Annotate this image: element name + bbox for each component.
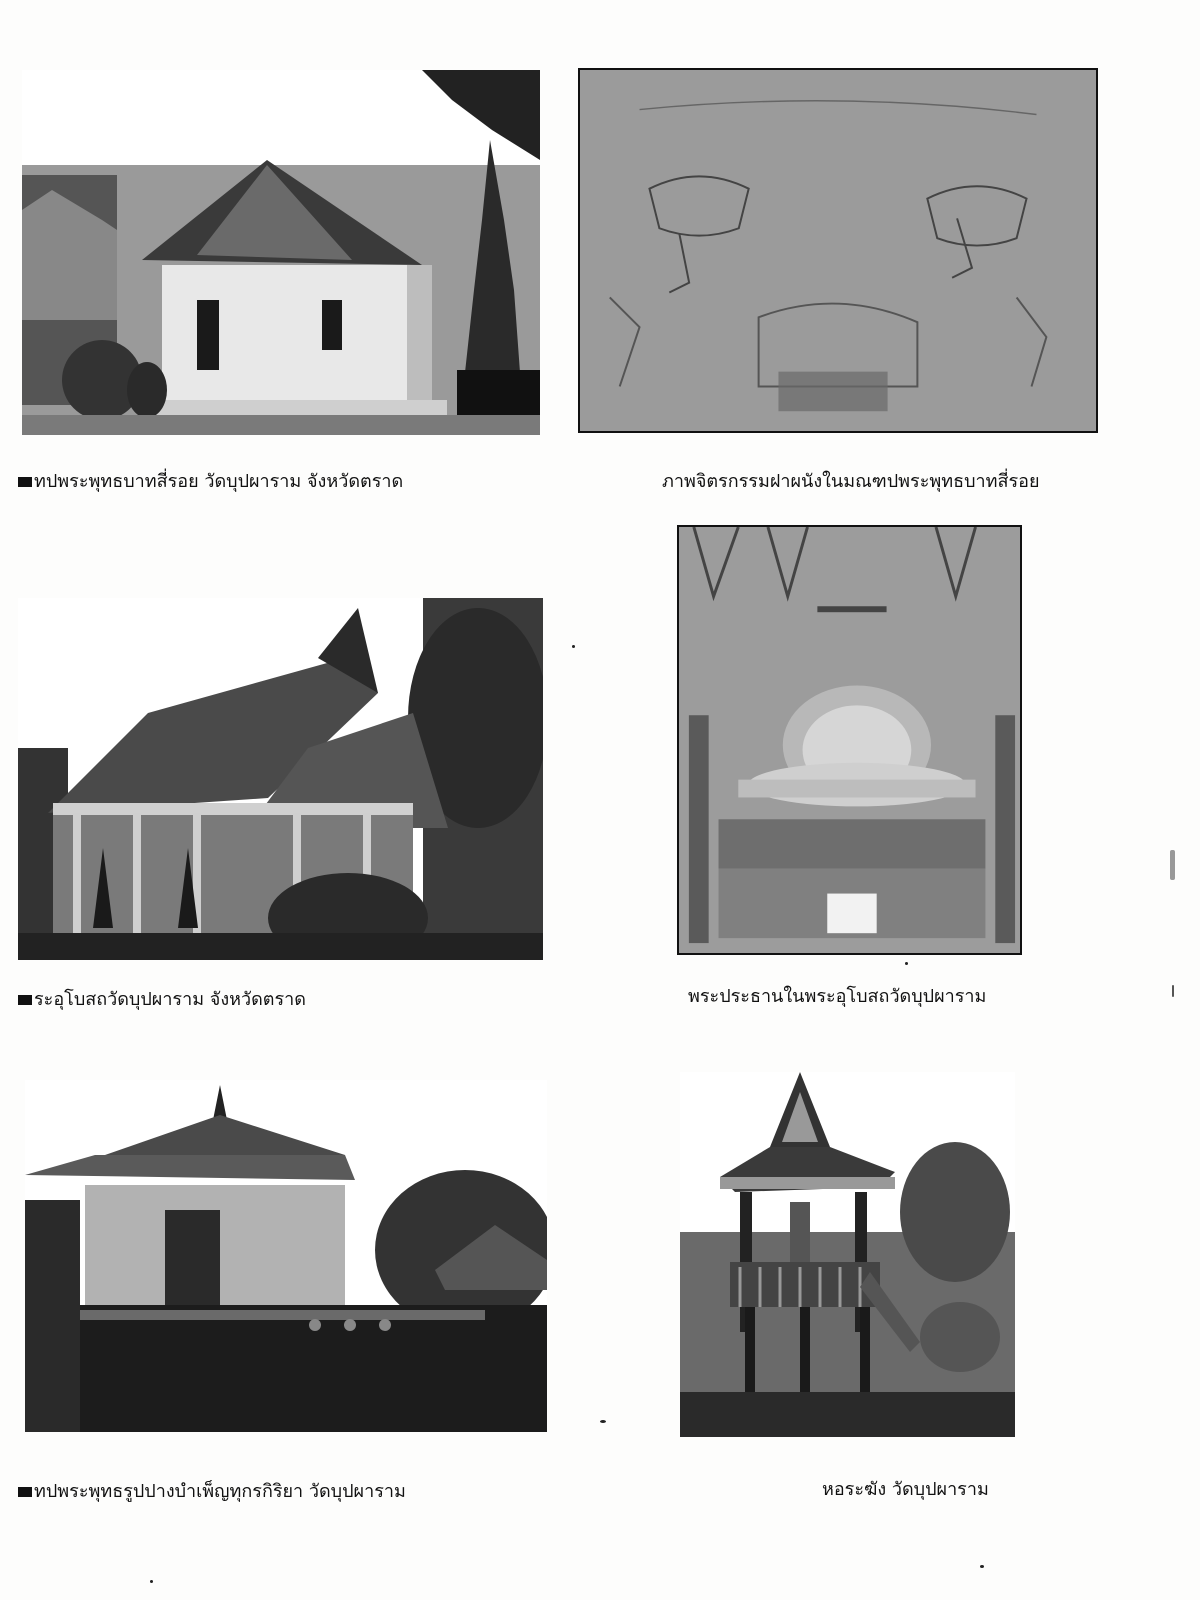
photo-bell-tower-image bbox=[680, 1072, 1015, 1437]
scan-speck bbox=[572, 645, 575, 648]
caption-ubosot-text: ระอุโบสถวัดบุปผาราม จังหวัดตราด bbox=[34, 989, 306, 1010]
scan-speck bbox=[980, 1565, 984, 1568]
caption-principal-buddha bbox=[688, 985, 986, 1009]
scan-speck bbox=[1170, 850, 1175, 880]
caption-principal-buddha-text: พระประธานในพระอุโบสถวัดบุปผาราม bbox=[688, 986, 987, 1007]
scan-blot bbox=[18, 1487, 32, 1497]
photo-mandapa-footprint bbox=[22, 70, 540, 435]
scan-speck bbox=[905, 962, 908, 965]
caption-bell-tower bbox=[822, 1478, 989, 1502]
photo-mandapa-fasting-buddha bbox=[25, 1080, 547, 1432]
scan-speck bbox=[600, 1420, 606, 1423]
caption-mural bbox=[662, 470, 1040, 494]
scan-blot bbox=[18, 995, 32, 1005]
photo-ubosot-image bbox=[18, 598, 543, 960]
scan-blot bbox=[18, 477, 32, 487]
photo-mandapa-fasting-buddha-image bbox=[25, 1080, 547, 1432]
photo-bell-tower bbox=[680, 1072, 1015, 1437]
caption-mandapa-fasting-buddha-text: ทปพระพุทธรูปปางบำเพ็ญทุกรกิริยา วัดบุปผาราม bbox=[34, 1481, 406, 1502]
photo-mandapa-footprint-image bbox=[22, 70, 540, 435]
scan-speck bbox=[150, 1580, 153, 1583]
photo-mural bbox=[578, 68, 1098, 433]
caption-mandapa-fasting-buddha bbox=[18, 1480, 406, 1504]
caption-ubosot bbox=[18, 988, 306, 1012]
scan-speck bbox=[1172, 985, 1174, 997]
caption-mural-text: ภาพจิตรกรรมฝาผนังในมณฑปพระพุทธบาทสี่รอย bbox=[662, 471, 1040, 492]
photo-ubosot bbox=[18, 598, 543, 960]
photo-principal-buddha-image bbox=[679, 527, 1020, 953]
caption-bell-tower-text: หอระฆัง วัดบุปผาราม bbox=[822, 1479, 989, 1500]
caption-mandapa-footprint bbox=[18, 470, 403, 494]
photo-principal-buddha bbox=[677, 525, 1022, 955]
photo-mural-image bbox=[580, 70, 1096, 431]
caption-mandapa-footprint-text: ทปพระพุทธบาทสี่รอย วัดบุปผาราม จังหวัดตราด bbox=[34, 471, 404, 492]
